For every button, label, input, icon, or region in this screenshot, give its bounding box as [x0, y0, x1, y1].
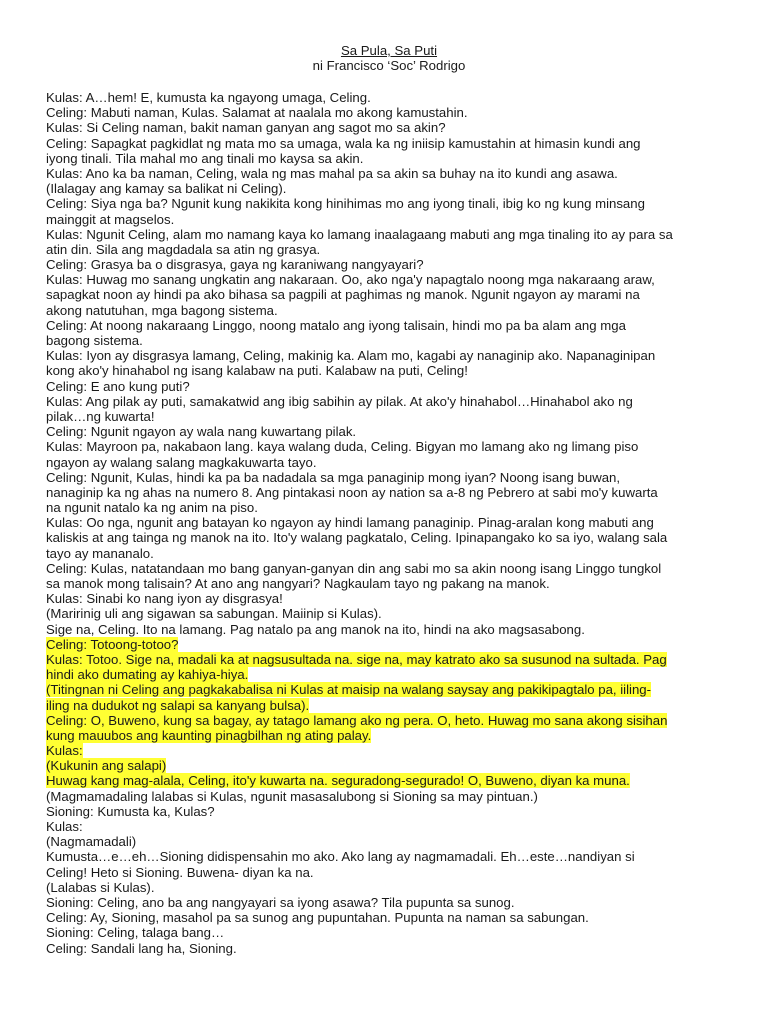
highlighted-text-line: [46, 698, 726, 713]
text-line: [46, 151, 726, 166]
line-text: Celing: Grasya ba o disgrasya, gaya ng karaniwang nangyayari?: [46, 257, 424, 273]
text-line: [46, 622, 726, 637]
text-line: [46, 910, 726, 925]
line-text: (Lalabas si Kulas).: [46, 879, 155, 895]
text-line: [46, 804, 726, 819]
text-line: [46, 363, 726, 378]
line-text: Celing: Sandali lang ha, Sioning.: [46, 940, 237, 956]
text-line: [46, 257, 726, 272]
text-line: [46, 105, 726, 120]
highlighted-text-line: [46, 667, 726, 682]
text-line: [46, 561, 726, 576]
line-text: Huwag kang mag-alala, Celing, ito'y kuwarta na. seguradong-segurado! O, Buweno, diyan ka muna.: [46, 773, 630, 789]
document-author: ni Francisco ‘Soc’ Rodrigo: [312, 58, 466, 74]
text-line: [46, 530, 726, 545]
text-line: [46, 348, 726, 363]
line-text: hindi ako dumating ay kahiya-hiya.: [46, 667, 249, 683]
line-text: Sioning: Kumusta ka, Kulas?: [46, 803, 215, 819]
text-line: [46, 227, 726, 242]
line-text: Kulas: Huwag mo sanang ungkatin ang nakaraan. Oo, ako nga'y napagtalo noong mga nakaraang araw,: [46, 272, 655, 288]
script-body: [46, 90, 726, 956]
text-line: [46, 834, 726, 849]
line-text: sapagkat noon ay hindi pa ako bihasa sa pagpili at paghimas ng manok. Ngunit ngayon ay marami na: [46, 287, 640, 303]
text-line: [46, 500, 726, 515]
line-text: Kulas: Mayroon pa, nakabaon lang. kaya walang duda, Celing. Bigyan mo lamang ako ng limang piso: [46, 439, 639, 455]
text-line: [46, 409, 726, 424]
text-line: [46, 242, 726, 257]
text-line: [46, 439, 726, 454]
line-text: (Ilalagay ang kamay sa balikat ni Celing).: [46, 181, 287, 197]
line-text: Celing: Ngunit, Kulas, hindi ka pa ba nadadala sa mga panaginip mong iyan? Noong isang buwan,: [46, 469, 621, 485]
line-text: Celing! Heto si Sioning. Buwena- diyan ka na.: [46, 864, 314, 880]
text-line: [46, 196, 726, 211]
text-line: [46, 591, 726, 606]
line-text: Kumusta…e…eh…Sioning didispensahin mo ako. Ako lang ay nagmamadali. Eh…este…nandiyan si: [46, 849, 635, 865]
line-text: Kulas: Totoo. Sige na, madali ka at nagsusultada na. sige na, may katrato ako sa susunod na sultada. Pag: [46, 651, 667, 667]
text-line: [46, 120, 726, 135]
text-line: [46, 272, 726, 287]
line-text: Kulas: Iyon ay disgrasya lamang, Celing, makinig ka. Alam mo, kagabi ay nanaginip ako. Napanaginipan: [46, 348, 656, 364]
highlighted-text-line: [46, 773, 726, 788]
line-text: Celing: Ay, Sioning, masahol pa sa sunog ang pupuntahan. Pupunta na naman sa sabungan.: [46, 910, 589, 926]
line-text: Sioning: Celing, talaga bang…: [46, 925, 225, 941]
text-line: [46, 318, 726, 333]
text-line: [46, 394, 726, 409]
text-line: [46, 819, 726, 834]
text-line: [46, 941, 726, 956]
title-block: [0, 43, 768, 73]
line-text: iyong tinali. Tila mahal mo ang tinali mo kaysa sa akin.: [46, 150, 364, 166]
highlighted-text-line: [46, 758, 726, 773]
text-line: [46, 287, 726, 302]
highlighted-text-line: [46, 713, 726, 728]
line-text: kong ako'y hinahabol ng isang kalabaw na puti. Kalabaw na puti, Celing!: [46, 363, 468, 379]
text-line: [46, 515, 726, 530]
line-text: Celing: Sapagkat pagkidlat ng mata mo sa umaga, wala ka ng iniisip kamustahin at himasin kundi ang: [46, 135, 641, 151]
text-line: [46, 455, 726, 470]
highlighted-text-line: [46, 728, 726, 743]
line-text: nanaginip ka ng ahas na numero 8. Ang pintakasi noon ay nation sa a-8 ng Pebrero at sabi mo'y kuwarta: [46, 484, 658, 500]
line-text: atin din. Sila ang magdadala sa atin ng grasya.: [46, 241, 321, 257]
line-text: iling na dudukot ng salapi sa kanyang bulsa).: [46, 697, 310, 713]
line-text: (Kukunin ang salapi): [46, 758, 167, 774]
text-line: [46, 136, 726, 151]
text-line: [46, 90, 726, 105]
text-line: [46, 303, 726, 318]
text-line: [46, 925, 726, 940]
line-text: Celing: Totoong-totoo?: [46, 636, 179, 652]
text-line: [46, 470, 726, 485]
text-line: [46, 576, 726, 591]
line-text: na ngunit natalo ka ng anim na piso.: [46, 500, 258, 516]
line-text: (Titingnan ni Celing ang pagkakabalisa ni Kulas at maisip na walang saysay ang pakikipagtalo pa, iiling-: [46, 682, 652, 698]
line-text: (Maririnig uli ang sigawan sa sabungan. Maiinip si Kulas).: [46, 606, 382, 622]
line-text: Kulas: Ang pilak ay puti, samakatwid ang ibig sabihin ay pilak. At ako'y hinahabol…Hinahabol ako ng: [46, 393, 633, 409]
highlighted-text-line: [46, 637, 726, 652]
text-line: [46, 865, 726, 880]
highlighted-text-line: [46, 743, 726, 758]
line-text: tayo ay mananalo.: [46, 545, 154, 561]
text-line: [46, 849, 726, 864]
line-text: Kulas: Oo nga, ngunit ang batayan ko ngayon ay hindi lamang panaginip. Pinag-aralan kong mabuti ang: [46, 515, 654, 531]
document-title: Sa Pula, Sa Puti: [340, 43, 438, 58]
line-text: akong natutuhan, mga bagong sistema.: [46, 302, 278, 318]
line-text: pilak…ng kuwarta!: [46, 408, 155, 424]
text-line: [46, 424, 726, 439]
line-text: Celing: Ngunit ngayon ay wala nang kuwartang pilak.: [46, 424, 357, 440]
line-text: Kulas: A…hem! E, kumusta ka ngayong umaga, Celing.: [46, 90, 371, 105]
line-text: Celing: O, Buweno, kung sa bagay, ay tatago lamang ako ng pera. O, heto. Huwag mo sana akong sisihan: [46, 712, 668, 728]
text-line: [46, 789, 726, 804]
text-line: [46, 546, 726, 561]
line-text: Celing: Mabuti naman, Kulas. Salamat at naalala mo akong kamustahin.: [46, 105, 468, 121]
line-text: Kulas: Sinabi ko nang iyon ay disgrasya!: [46, 591, 283, 607]
line-text: Celing: At noong nakaraang Linggo, noong matalo ang iyong talisain, hindi mo pa ba alam ang mga: [46, 317, 626, 333]
line-text: Kulas:: [46, 819, 83, 834]
text-line: [46, 895, 726, 910]
line-text: Kulas: Ano ka ba naman, Celing, wala ng mas mahal pa sa akin sa buhay na ito kundi ang asawa.: [46, 165, 618, 181]
text-line: [46, 485, 726, 500]
line-text: Kulas: Si Celing naman, bakit naman ganyan ang sagot mo sa akin?: [46, 120, 446, 136]
text-line: [46, 212, 726, 227]
text-line: [46, 333, 726, 348]
line-text: (Magmamadaling lalabas si Kulas, ngunit masasalubong si Sioning sa may pintuan.): [46, 788, 538, 804]
line-text: (Nagmamadali): [46, 834, 137, 850]
line-text: ngayon ay walang salang magkakuwarta tayo.: [46, 454, 317, 470]
line-text: bagong sistema.: [46, 333, 143, 348]
line-text: mainggit at magselos.: [46, 211, 175, 227]
line-text: kaliskis at ang tainga ng manok na ito. Ito'y walang pagkatalo, Celing. Ipinapangako ko sa iyo, walang sala: [46, 530, 668, 546]
text-line: [46, 379, 726, 394]
text-line: [46, 181, 726, 196]
text-line: [46, 880, 726, 895]
line-text: Celing: E ano kung puti?: [46, 378, 190, 394]
highlighted-text-line: [46, 652, 726, 667]
line-text: Kulas:: [46, 743, 83, 759]
line-text: sa manok mong talisain? At ano ang nangyari? Nagkaulam tayo ng pakang na manok.: [46, 576, 550, 591]
line-text: Sige na, Celing. Ito na lamang. Pag natalo pa ang manok na ito, hindi na ako magsasabong.: [46, 621, 585, 637]
line-text: Celing: Siya nga ba? Ngunit kung nakikita kong hinihimas mo ang iyong tinali, ibig ko ng kung minsang: [46, 196, 645, 212]
text-line: [46, 606, 726, 621]
line-text: Sioning: Celing, ano ba ang nangyayari sa iyong asawa? Tila pupunta sa sunog.: [46, 894, 515, 910]
highlighted-text-line: [46, 682, 726, 697]
line-text: kung mauubos ang kaunting pinagbilhan ng ating palay.: [46, 727, 372, 743]
text-line: [46, 166, 726, 181]
line-text: Celing: Kulas, natatandaan mo bang ganyan-ganyan din ang sabi mo sa akin noong isang Linggo tungkol: [46, 560, 662, 576]
line-text: Kulas: Ngunit Celing, alam mo namang kaya ko lamang inaalagaang mabuti ang mga tinaling ito ay para sa: [46, 226, 673, 242]
